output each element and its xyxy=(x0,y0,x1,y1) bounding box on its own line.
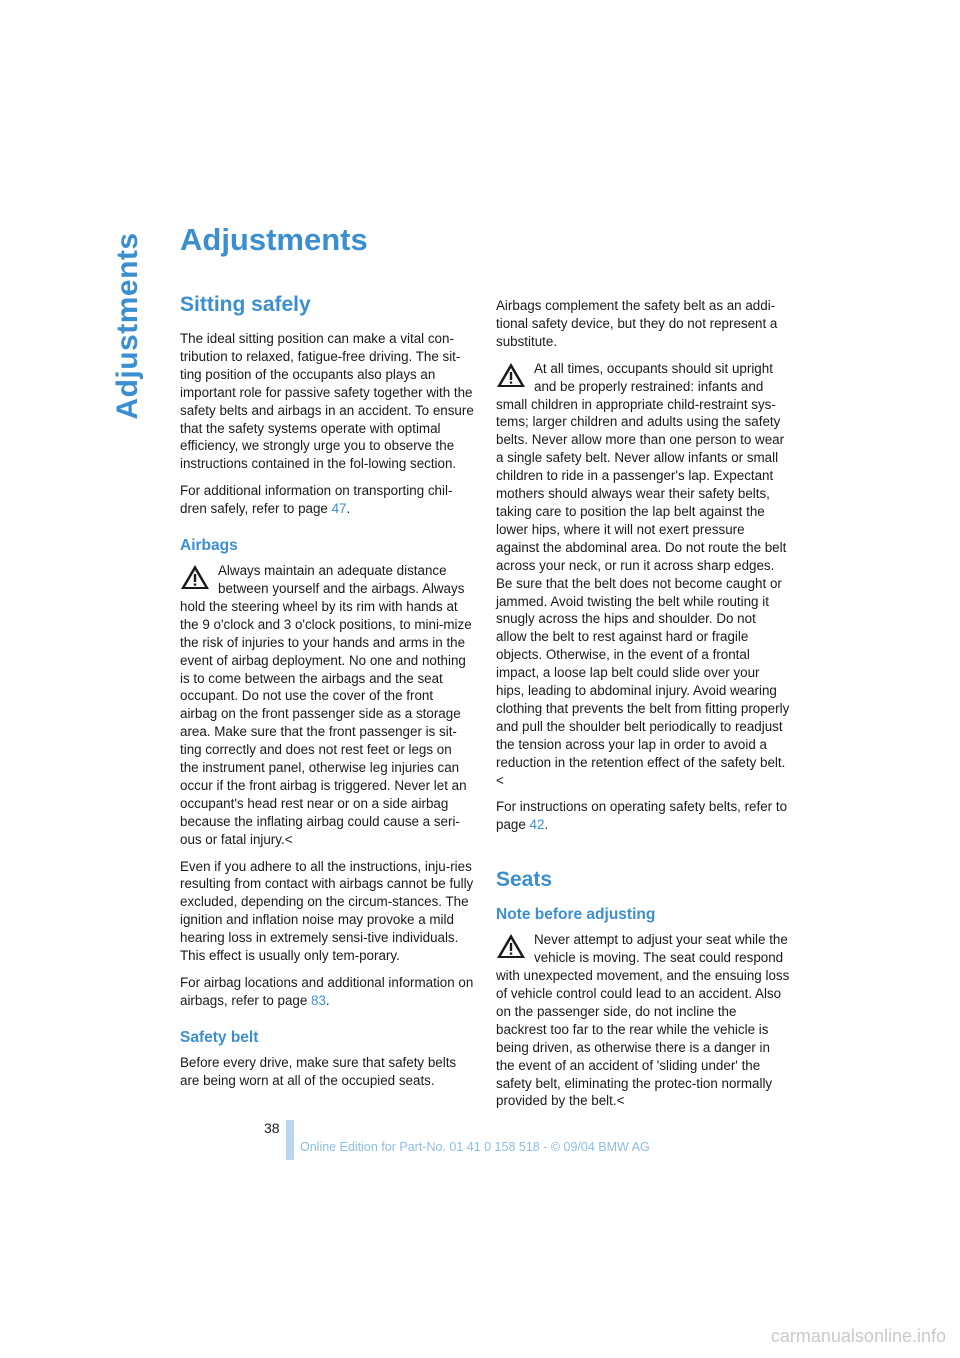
airbags-warning-text: Always maintain an adequate distance between yourself and the airbags. Always hold the steering wheel by its rim with hands at the 9 o'clock and 3 o'clock positions, to mini-mize the risk of injuries to your hands and arms in the event of airbag deployment. No one and nothing is to come between the airbags and the seat occupant. Do not use the cover of the front airbag on the front passenger side as a storage area. Make sure that the front passenger is sit-ting correctly and does not rest feet or legs on the instrument panel, otherwise leg injuries can occur if the front airbag is triggered. Never let an occupant's head rest near or on a side airbag because the inflating airbag could cause a seri-ous or fatal injury.< xyxy=(180,563,472,847)
page-number: 38 xyxy=(264,1120,280,1136)
seats-warning xyxy=(496,931,790,1110)
airbag-locations-end: . xyxy=(325,992,330,1008)
safety-belt-instructions-paragraph xyxy=(496,798,790,834)
airbag-locations-text: For airbag locations and additional information on airbags, refer to page xyxy=(180,975,474,1008)
warning-triangle-icon xyxy=(496,933,526,959)
page-link-47[interactable]: 47 xyxy=(331,501,347,517)
sitting-paragraph: The ideal sitting position can make a vital con-tribution to relaxed, fatigue-free driving. The sit-ting position of the occupants also plays an important role for passive safety together with the safety belts and airbags in an accident. To ensure that the safety systems operate with optimal efficiency, we strongly urge you to observe the instructions contained in the fol-lowing section. xyxy=(180,331,474,472)
page-link-83[interactable]: 83 xyxy=(311,992,326,1008)
watermark: carmanualsonline.info xyxy=(770,1326,946,1346)
left-column xyxy=(180,292,474,1099)
side-tab-label: Adjustments xyxy=(111,232,144,420)
child-safety-paragraph xyxy=(180,482,474,518)
airbags-heading: Airbags xyxy=(180,537,238,555)
edition-footer: Online Edition for Part-No. 01 41 0 158 518 - © 09/04 BMW AG xyxy=(300,1140,650,1154)
side-tab xyxy=(98,226,158,426)
note-before-adjusting-heading: Note before adjusting xyxy=(496,906,656,924)
section-spacer xyxy=(496,843,790,867)
airbags-complement-paragraph: Airbags complement the safety belt as an addi-tional safety device, but they do not represent a substitute. xyxy=(496,298,778,349)
safety-belt-warning xyxy=(496,360,790,790)
child-safety-end: . xyxy=(346,501,351,517)
safety-belt-paragraph: Before every drive, make sure that safety belts are being worn at all of the occupied seats. xyxy=(180,1054,457,1088)
page-link-42[interactable]: 42 xyxy=(529,817,545,833)
right-column xyxy=(496,297,790,1119)
safety-belt-instructions-text: For instructions on operating safety belts, refer to page xyxy=(496,799,788,833)
seats-warning-text: Never attempt to adjust your seat while the vehicle is moving. The seat could respond with unexpected movement, and the ensuing loss of vehicle control could lead to an accident. Also on the passenger side, do not incline the backrest too far to the rear while the vehicle is being driven, as otherwise there is a danger in the event of an accident of 'sliding under' the safety belt, eliminating the protec-tion normally provided by the belt.< xyxy=(496,932,790,1109)
sitting-safely-heading: Sitting safely xyxy=(180,293,311,316)
safety-belt-heading: Safety belt xyxy=(180,1028,259,1046)
safety-belt-instructions-end: . xyxy=(544,817,549,833)
airbag-locations-paragraph xyxy=(180,974,474,1010)
footer-bar xyxy=(286,1120,294,1160)
seats-heading: Seats xyxy=(496,868,553,892)
airbags-paragraph: Even if you adhere to all the instructions, inju-ries resulting from contact with airbags cannot be fully excluded, depending on the circum-stances. The ignition and inflation noise may provoke a mild hearing loss in extremely sensi-tive individuals. This effect is usually only tem-porary. xyxy=(180,858,474,964)
warning-triangle-icon xyxy=(180,564,210,590)
child-safety-text: For additional information on transporting chil-dren safely, refer to page xyxy=(180,483,453,517)
safety-belt-warning-text: At all times, occupants should sit upright and be properly restrained: infants and small children in appropriate child-restraint sys-tems; larger children and adults using the safety belts. Never allow more than one person to wear a single safety belt. Never allow infants or small children to ride in a passenger's lap. Expectant mothers should always wear their safety belts, taking care to position the lap belt against the lower hips, where it will not exert pressure against the abdominal area. Do not route the belt across your neck, or run it across sharp edges. Be sure that the belt does not become caught or jammed. Avoid twisting the belt while routing it snugly across the hips and shoulder. Do not allow the belt to rest against hard or fragile objects. Otherwise, in the event of a frontal impact, a loose lap belt could slide over your hips, leading to abdominal injury. Avoid wearing clothing that prevents the belt from fitting properly and pull the shoulder belt periodically to readjust the tension across your lap in order to avoid a reduction in the retention effect of the safety belt.< xyxy=(496,360,790,788)
page-title: Adjustments xyxy=(180,222,368,257)
airbags-warning xyxy=(180,562,474,849)
warning-triangle-icon xyxy=(496,362,526,388)
